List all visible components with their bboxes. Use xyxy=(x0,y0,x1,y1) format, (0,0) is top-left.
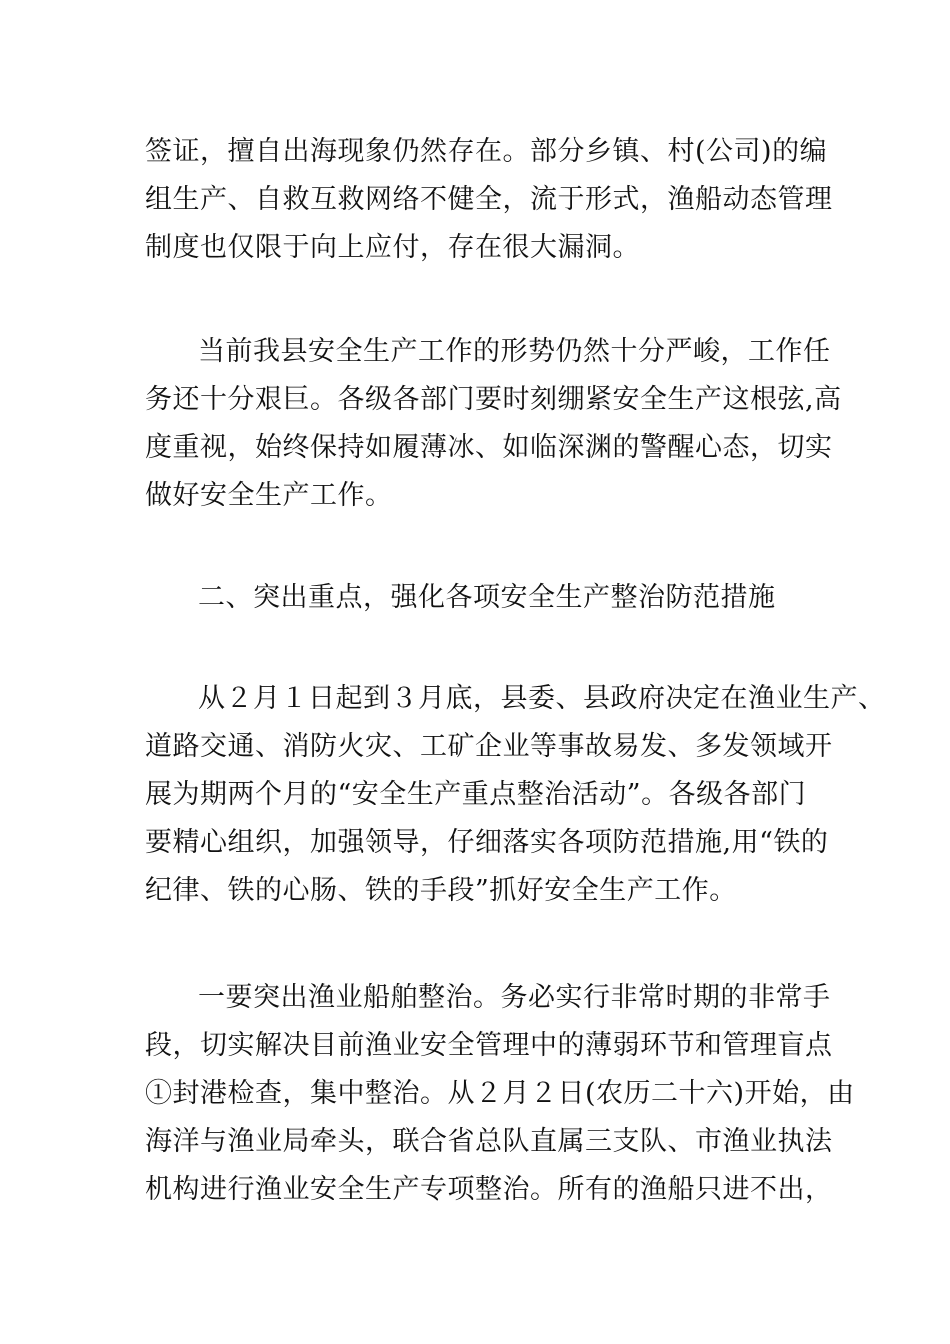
paragraph-3-line-3: 展为期两个月的“安全生产重点整治活动”。各级各部门 xyxy=(145,779,807,810)
paragraph-3-line-2: 道路交通、消防火灾、工矿企业等事故易发、多发领域开 xyxy=(145,731,833,762)
paragraph-4-line-1: 一要突出渔业船舶整治。务必实行非常时期的非常手 xyxy=(198,982,831,1013)
paragraph-1-line-3: 制度也仅限于向上应付，存在很大漏洞。 xyxy=(145,232,640,263)
paragraph-2-line-1: 当前我县安全生产工作的形势仍然十分严峻，工作任 xyxy=(198,336,831,367)
paragraph-2-line-4: 做好安全生产工作。 xyxy=(145,480,393,511)
paragraph-3-line-4: 要精心组织，加强领导，仔细落实各项防范措施,用“铁的 xyxy=(145,827,829,858)
paragraph-2-line-3: 度重视，始终保持如履薄冰、如临深渊的警醒心态，切实 xyxy=(145,432,833,463)
paragraph-1-line-2: 组生产、自救互救网络不健全，流于形式，渔船动态管理 xyxy=(145,184,833,215)
paragraph-4-line-5: 机构进行渔业安全生产专项整治。所有的渔船只进不出， xyxy=(145,1174,833,1205)
section-heading: 二、突出重点，强化各项安全生产整治防范措施 xyxy=(198,582,776,613)
paragraph-4-line-2: 段，切实解决目前渔业安全管理中的薄弱环节和管理盲点 xyxy=(145,1030,833,1061)
paragraph-3-line-1: 从２月１日起到３月底，县委、县政府决定在渔业生产、 xyxy=(198,683,886,714)
paragraph-3-line-5: 纪律、铁的心肠、铁的手段”抓好安全生产工作。 xyxy=(145,875,737,906)
paragraph-1-line-1: 签证，擅自出海现象仍然存在。部分乡镇、村(公司)的编 xyxy=(145,136,828,167)
paragraph-4-line-3: ①封港检查，集中整治。从２月２日(农历二十六)开始，由 xyxy=(145,1078,855,1109)
paragraph-4-line-4: 海洋与渔业局牵头，联合省总队直属三支队、市渔业执法 xyxy=(145,1126,833,1157)
paragraph-2-line-2: 务还十分艰巨。各级各部门要时刻绷紧安全生产这根弦,高 xyxy=(145,384,842,415)
